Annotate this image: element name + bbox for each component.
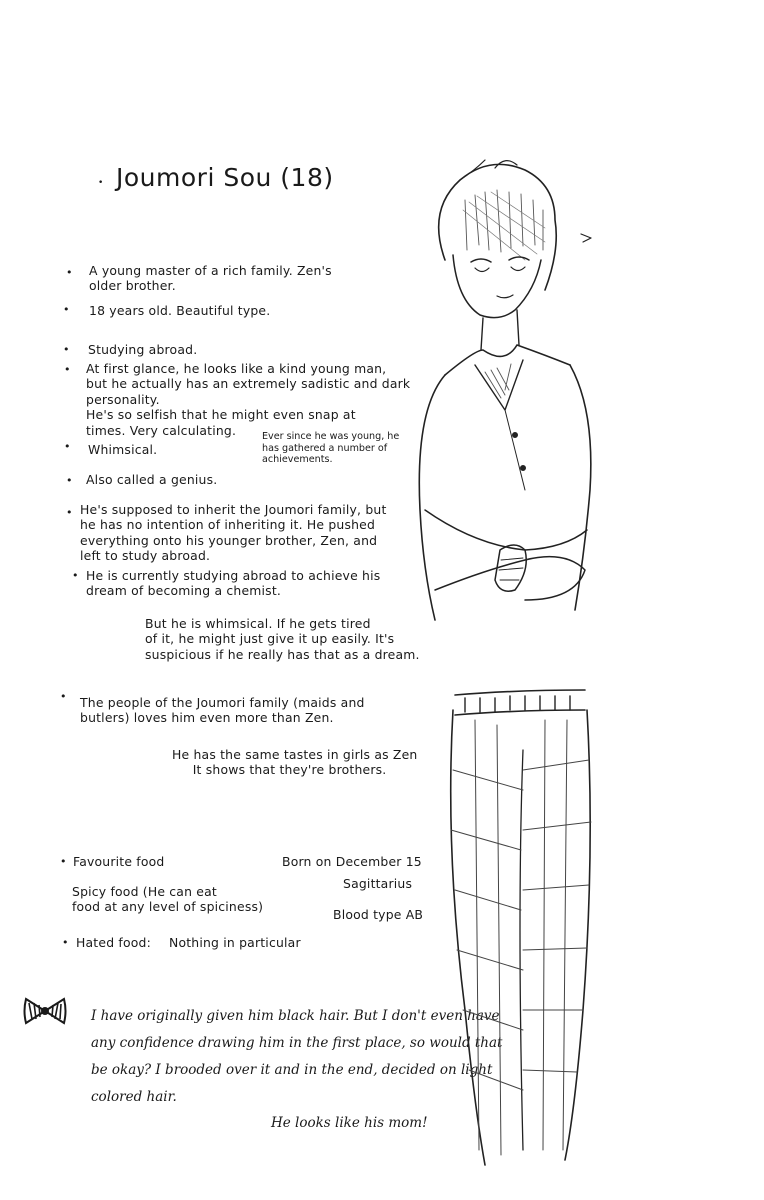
favourite-food-value: Spicy food (He can eat food at any level of spiciness) bbox=[72, 884, 264, 915]
character-sketch bbox=[405, 150, 595, 1170]
zodiac: Sagittarius bbox=[343, 876, 413, 891]
bullet-marker: • bbox=[62, 936, 69, 949]
profile-note-genius: Also called a genius. bbox=[86, 472, 218, 487]
profile-note-studying: Studying abroad. bbox=[88, 342, 198, 357]
bullet-marker: • bbox=[66, 506, 73, 519]
hated-food-value: Nothing in particular bbox=[169, 935, 301, 950]
side-note-tastes: He has the same tastes in girls as Zen It shows that they're brothers. bbox=[172, 747, 418, 778]
profile-note-personality: At first glance, he looks like a kind young man, but he actually has an extremely sadistic and dark personality. He's so selfish that he might even snap at times. Very calculating. bbox=[86, 361, 411, 438]
side-note-whimsical: But he is whimsical. If he gets tired of it, he might just give it up easily. It's suspicious if he really has that as a dream. bbox=[145, 616, 420, 662]
profile-note-inherit: He's supposed to inherit the Joumori family, but he has no intention of inheriting it. He pushed everything onto his younger brother, Zen, and left to study abroad. bbox=[80, 502, 387, 564]
profile-note-age: 18 years old. Beautiful type. bbox=[89, 303, 271, 318]
bullet-marker: • bbox=[60, 690, 67, 703]
birthday: Born on December 15 bbox=[282, 854, 422, 869]
side-note-achievements: Ever since he was young, he has gathered a number of achievements. bbox=[262, 431, 400, 466]
hated-food-label: Hated food: bbox=[76, 935, 151, 950]
title-dot: • bbox=[98, 178, 104, 188]
bullet-marker: • bbox=[63, 343, 70, 356]
bullet-marker: • bbox=[64, 440, 71, 453]
bullet-marker: • bbox=[66, 474, 73, 487]
page-title: Joumori Sou (18) bbox=[116, 163, 334, 192]
profile-note-household: The people of the Joumori family (maids and butlers) loves him even more than Zen. bbox=[80, 695, 365, 726]
favourite-food-label: Favourite food bbox=[73, 854, 165, 869]
bullet-marker: • bbox=[64, 363, 71, 376]
blood-type: Blood type AB bbox=[333, 907, 424, 922]
profile-note-whimsical: Whimsical. bbox=[88, 442, 158, 457]
bullet-marker: • bbox=[60, 855, 67, 868]
bow-ribbon-icon bbox=[22, 995, 68, 1027]
bullet-marker: • bbox=[72, 569, 79, 582]
author-signoff: He looks like his mom! bbox=[271, 1115, 428, 1131]
bullet-marker: • bbox=[63, 303, 70, 316]
profile-note-chemist: He is currently studying abroad to achieve his dream of becoming a chemist. bbox=[86, 568, 381, 599]
author-note: I have originally given him black hair. But I don't even have any confidence drawing him in the first place, so would that be okay? I brooded over it and in the end, decided on light colored hair. bbox=[91, 1008, 503, 1105]
profile-note-family: A young master of a rich family. Zen's older brother. bbox=[89, 263, 332, 294]
bullet-marker: • bbox=[66, 266, 73, 279]
